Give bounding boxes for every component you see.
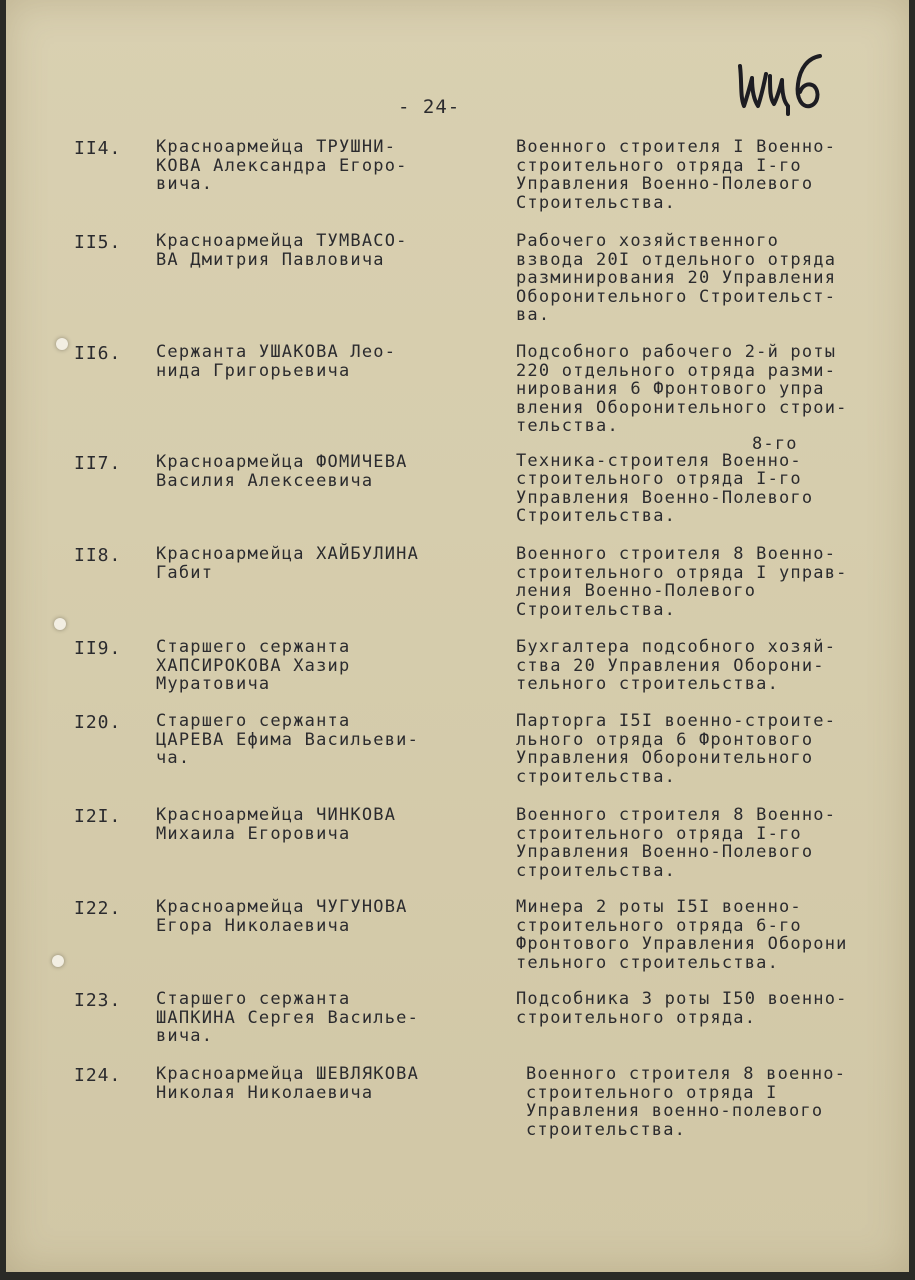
name-line: Старшего сержанта: [156, 989, 351, 1009]
description-line: строительства.: [516, 766, 677, 787]
entry-number: II9.: [74, 638, 122, 659]
name-line: Муратовича: [156, 674, 271, 694]
description-line: строительного отряда I управ-: [516, 562, 848, 583]
description-line: разминирования 20 Управления: [516, 268, 837, 288]
description-line: Строительства.: [516, 192, 677, 213]
name-line: Красноармейца ЧУГУНОВА: [156, 897, 408, 917]
description-line: строительного отряда I-го: [516, 155, 802, 176]
entry-description: [516, 434, 911, 526]
name-line: Сержанта УШАКОВА Лео-: [156, 342, 397, 362]
entry-name: [156, 712, 486, 768]
name-line: Красноармейца ЧИНКОВА: [156, 805, 397, 825]
description-line: Подсобного рабочего 2-й роты: [516, 342, 837, 362]
entry-number: I22.: [74, 898, 122, 919]
description-line: строительного отряда I-го: [516, 469, 802, 489]
entry-name: [156, 138, 486, 194]
entry-number: I2I.: [74, 806, 122, 827]
name-line: Красноармейца ТРУШНИ-: [156, 137, 397, 157]
name-line: Михаила Егоровича: [156, 823, 351, 844]
description-line: тельного строительства.: [516, 674, 780, 694]
description-line: вления Оборонительного строи-: [516, 397, 848, 418]
name-line: нида Григорьевича: [156, 360, 351, 381]
name-line: ВА Дмитрия Павловича: [156, 249, 385, 270]
description-line: 220 отдельного отряда разми-: [516, 360, 837, 381]
name-line: Габит: [156, 562, 214, 583]
description-line: Оборонительного Строительст-: [516, 286, 837, 307]
entry-name: [156, 453, 486, 490]
entry-description: [516, 232, 911, 325]
description-line: Строительства.: [516, 506, 677, 526]
description-line: строительного отряда.: [516, 1007, 757, 1028]
description-line: льного отряда 6 Фронтового: [516, 729, 814, 750]
name-line: Красноармейца ХАЙБУЛИНА: [156, 544, 420, 564]
description-line: Бухгалтера подсобного хозяй-: [516, 637, 837, 657]
description-line: ва.: [516, 305, 551, 325]
name-line: ШАПКИНА Сергея Василье-: [156, 1007, 420, 1028]
entry-number: I24.: [74, 1065, 122, 1086]
description-line: Рабочего хозяйственного: [516, 231, 780, 251]
entry-number: II7.: [74, 453, 122, 474]
name-line: вича.: [156, 1026, 214, 1046]
description-line: тельного строительства.: [516, 952, 780, 973]
entry-number: II5.: [74, 232, 122, 253]
name-line: Красноармейца ШЕВЛЯКОВА: [156, 1064, 420, 1084]
name-line: Красноармейца ФОМИЧЕВА: [156, 452, 408, 472]
description-line: нирования 6 Фронтового упра: [516, 379, 825, 399]
entry-number: II8.: [74, 545, 122, 566]
name-line: Егора Николаевича: [156, 915, 351, 936]
entry-name: [156, 806, 486, 843]
description-line: строительного отряда I-го: [516, 823, 802, 844]
entry-name: [156, 1065, 486, 1102]
entry-description: [516, 806, 911, 880]
description-line: Управления Оборонительного: [516, 748, 814, 768]
description-line: Управления военно-полевого: [526, 1101, 824, 1121]
description-line: Парторга I5I военно-строите-: [516, 711, 837, 731]
description-line: тельства.: [516, 416, 619, 436]
entry-number: I23.: [74, 990, 122, 1011]
name-line: ча.: [156, 748, 191, 768]
description-line: ства 20 Управления Оборони-: [516, 655, 825, 676]
entry-name: [156, 638, 486, 694]
description-line: Строительства.: [516, 599, 677, 620]
document-page: [6, 0, 909, 1272]
entry-name: [156, 232, 486, 269]
description-line: Военного строителя 8 военно-: [526, 1064, 847, 1084]
name-line: Василия Алексеевича: [156, 470, 374, 491]
punch-hole: [54, 618, 66, 630]
entry-description: [516, 545, 911, 619]
description-line: Военного строителя I Военно-: [516, 137, 837, 157]
description-line: Военного строителя 8 Военно-: [516, 805, 837, 825]
description-line: строительства.: [526, 1119, 687, 1140]
page-number: - 24-: [398, 96, 461, 118]
entry-description: [516, 638, 911, 694]
entry-description: [516, 990, 911, 1027]
entry-name: [156, 343, 486, 380]
description-line: взвода 20I отдельного отряда: [516, 249, 837, 270]
name-line: Старшего сержанта: [156, 637, 351, 657]
entry-description: [516, 138, 911, 212]
name-line: Николая Николаевича: [156, 1082, 374, 1103]
name-line: ХАПСИРОКОВА Хазир: [156, 655, 351, 676]
name-line: вича.: [156, 174, 214, 194]
name-line: КОВА Александра Егоро-: [156, 155, 408, 176]
entry-name: [156, 545, 486, 582]
description-line: строительного отряда 6-го: [516, 915, 802, 936]
description-line: Фронтового Управления Оборони: [516, 934, 848, 954]
description-line: строительного отряда I: [526, 1082, 778, 1103]
description-line: Управления Военно-Полевого: [516, 487, 814, 508]
entry-number: I20.: [74, 712, 122, 733]
punch-hole: [56, 338, 68, 350]
punch-hole: [52, 955, 64, 967]
description-line: Управления Военно-Полевого: [516, 842, 814, 862]
description-line: Управления Военно-Полевого: [516, 174, 814, 194]
description-line: Военного строителя 8 Военно-: [516, 544, 837, 564]
entry-description: [516, 898, 911, 972]
name-line: ЦАРЕВА Ефима Васильеви-: [156, 729, 420, 750]
description-line: строительства.: [516, 860, 677, 881]
description-line: Минера 2 роты I5I военно-: [516, 897, 802, 917]
archive-handwritten-mark: [734, 48, 826, 118]
entry-name: [156, 898, 486, 935]
name-line: Старшего сержанта: [156, 711, 351, 731]
name-line: Красноармейца ТУМВАСО-: [156, 231, 408, 251]
entry-number: II6.: [74, 343, 122, 364]
entry-description: [526, 1065, 915, 1139]
description-line: ления Военно-Полевого: [516, 581, 757, 601]
entry-description: [516, 712, 911, 786]
description-line: Подсобника 3 роты I50 военно-: [516, 989, 848, 1009]
entry-name: [156, 990, 486, 1046]
entry-description: [516, 343, 911, 436]
entry-number: II4.: [74, 138, 122, 159]
description-line: Техника-строителя Военно-: [516, 450, 802, 471]
handwritten-correction: 8-го: [752, 434, 798, 454]
